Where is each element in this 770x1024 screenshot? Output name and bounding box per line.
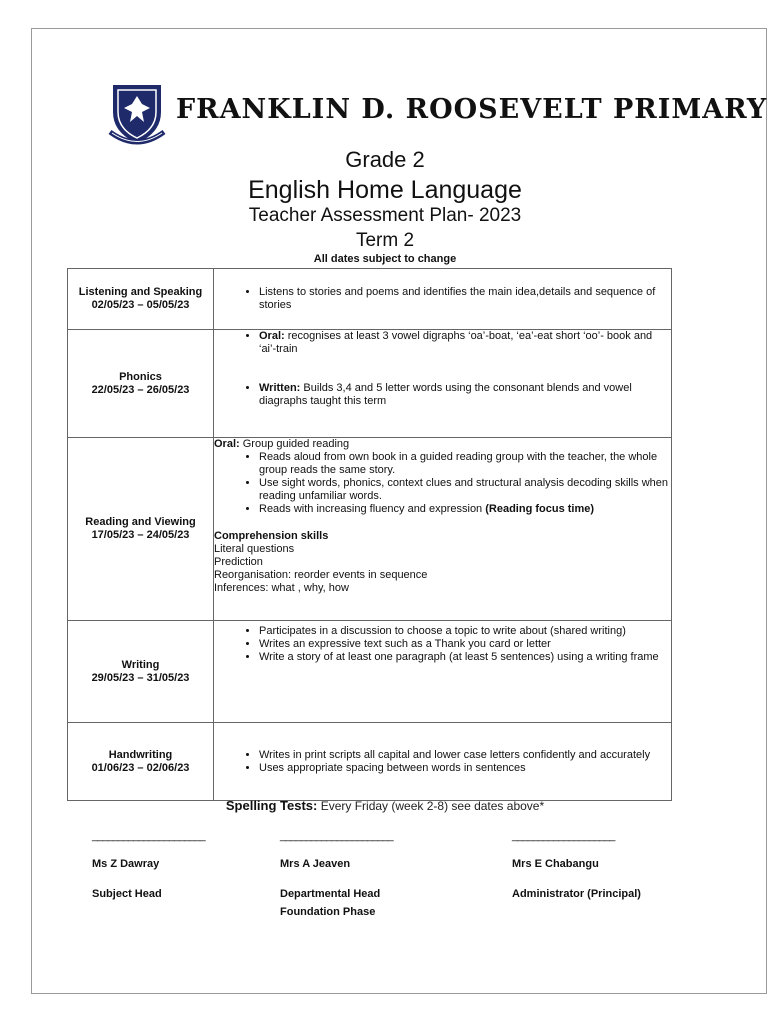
row-title: Listening and Speaking [78,286,203,298]
row-heading [68,438,214,621]
row-title: Handwriting [108,748,173,761]
list-item: • Participates in a discussion to choose a topic to write about (shared writing) [259,625,671,638]
list-item: • Reads aloud from own book in a guided reading group with the teacher, the whole group reads the same story. [259,451,671,477]
signatory-role: Foundation Phase [280,906,376,918]
row-dates: 01/06/23 – 02/06/23 [91,761,190,774]
oral-line: Oral: Group guided reading [214,438,350,450]
signatory-role: Subject Head [92,888,162,900]
row-dates: 02/05/23 – 05/05/23 [91,299,190,311]
grade-heading: Grade 2 [345,147,425,172]
signatory-name: Mrs E Chabangu [512,858,599,870]
assessment-table [67,268,672,801]
row-content [214,330,672,438]
dates-note: All dates subject to change [313,253,457,265]
list-item: • Uses appropriate spacing between words in sentences [259,762,671,775]
row-dates: 17/05/23 – 24/05/23 [91,529,190,541]
spelling-value: Every Friday (week 2-8) see dates above* [317,799,545,813]
plan-title: Teacher Assessment Plan- 2023 [248,205,522,226]
comprehension-item: Inferences: what , why, how [214,582,349,594]
table-row [68,723,672,801]
signature-line: ______________________ [92,830,205,842]
list-item: • Writes in print scripts all capital and lower case letters confidently and accurately [259,749,671,762]
row-title: Phonics [119,370,162,383]
row-heading [68,330,214,438]
row-content [214,269,672,330]
row-content [214,438,672,621]
row-heading [68,621,214,723]
signature-line: ______________________ [280,830,393,842]
list-item: • Written: Builds 3,4 and 5 letter words using the consonant blends and vowel diagraphs taught this term [259,382,671,408]
row-content [214,621,672,723]
comprehension-item: Prediction [214,556,263,568]
row-heading [68,723,214,801]
list-item: • Listens to stories and poems and identifies the main idea,details and sequence of stories [259,286,671,312]
signatory-role: Departmental Head [280,888,381,900]
signatory-role: Administrator (Principal) [512,888,641,900]
signatory-name: Mrs A Jeaven [280,858,351,870]
spelling-label: Spelling Tests: [225,798,318,813]
list-item: • Reads with increasing fluency and expression (Reading focus time) [259,503,671,516]
row-title: Writing [121,658,160,671]
row-dates: 29/05/23 – 31/05/23 [91,671,190,684]
comprehension-item: Reorganisation: reorder events in sequence [214,569,428,581]
row-dates: 22/05/23 – 26/05/23 [91,383,190,396]
list-item: • Oral: recognises at least 3 vowel digraphs ‘oa’-boat, ‘ea’-eat short ‘oo’- book and ‘ai’-train [259,330,671,356]
signatory-name: Ms Z Dawray [92,858,160,870]
comprehension-item: Literal questions [214,543,295,555]
school-name: FRANKLIN D. ROOSEVELT PRIMARY [176,94,768,125]
table-row [68,438,672,621]
list-item: • Write a story of at least one paragraph (at least 5 sentences) using a writing frame [259,651,671,664]
table-row [68,621,672,723]
signature-line: ____________________ [512,830,615,842]
list-item: • Use sight words, phonics, context clues and structural analysis decoding skills when reading unfamiliar words. [259,477,671,503]
table-row [68,330,672,438]
table-row [68,269,672,330]
row-title: Reading and Viewing [85,516,196,528]
term-heading: Term 2 [355,230,415,251]
row-content [214,723,672,801]
comprehension-heading: Comprehension skills [214,530,329,542]
list-item: • Writes an expressive text such as a Thank you card or letter [259,638,671,651]
spelling-tests [0,798,770,813]
row-heading [68,269,214,330]
subject-heading: English Home Language [248,176,522,204]
school-crest-logo [106,82,168,148]
